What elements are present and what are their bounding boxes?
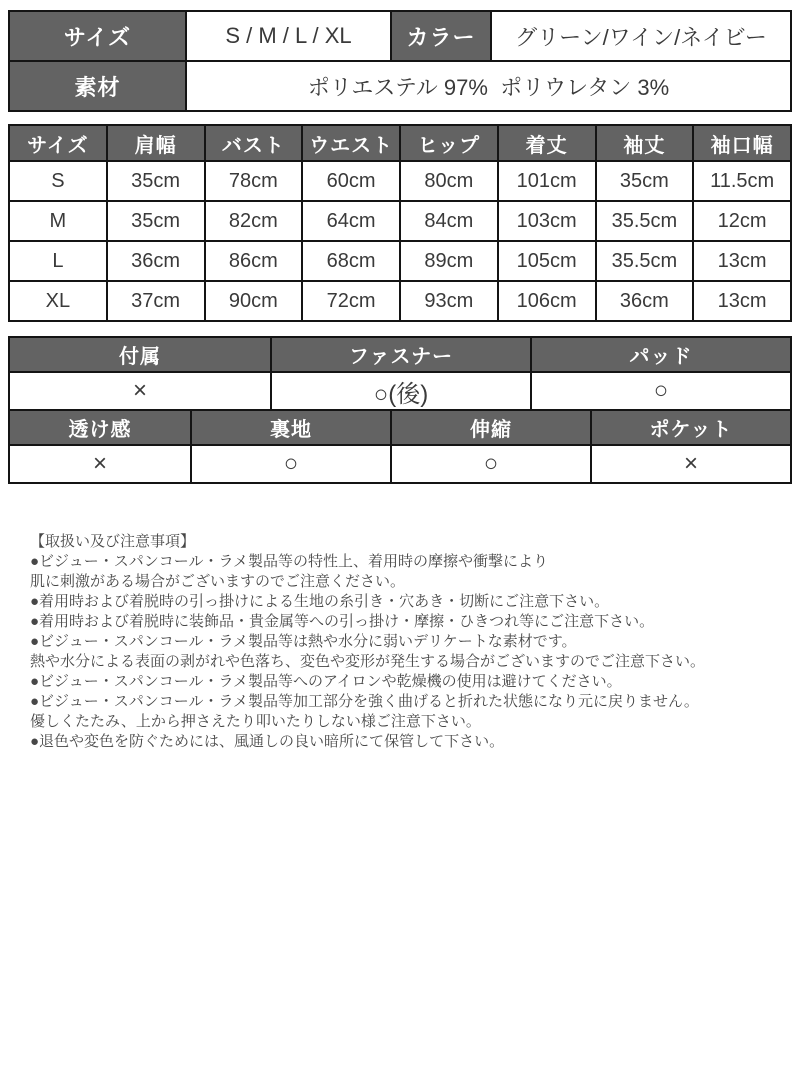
cell: 35cm	[107, 201, 205, 241]
cell: 101cm	[498, 161, 596, 201]
pad-label: パッド	[531, 337, 791, 372]
cell: 12cm	[693, 201, 791, 241]
cell: 37cm	[107, 281, 205, 321]
table-row-s	[9, 161, 791, 201]
care-notes	[8, 532, 792, 752]
cell: 84cm	[400, 201, 498, 241]
cell: 11.5cm	[693, 161, 791, 201]
cell: 90cm	[205, 281, 303, 321]
col-header-shoulder: 肩幅	[107, 125, 205, 161]
spec-table	[8, 10, 792, 112]
cell: 89cm	[400, 241, 498, 281]
care-note-line: ●ビジュー・スパンコール・ラメ製品等の特性上、着用時の摩擦や衝撃により	[30, 553, 549, 570]
care-note-line: ●着用時および着脱時の引っ掛けによる生地の糸引き・穴あき・切断にご注意下さい。	[30, 593, 610, 610]
features-table-row2	[8, 409, 792, 484]
pocket-value: ×	[591, 445, 791, 483]
cell: 64cm	[302, 201, 400, 241]
cell: 72cm	[302, 281, 400, 321]
cell: 35.5cm	[596, 201, 694, 241]
care-note-line: 熱や水分による表面の剥がれや色落ち、変色や変形が発生する場合がございますのでご注意下さい。	[30, 653, 706, 670]
care-note-line: ●ビジュー・スパンコール・ラメ製品等へのアイロンや乾燥機の使用は避けてください。	[30, 673, 622, 690]
color-label: カラー	[391, 11, 491, 61]
pad-value: ○	[531, 372, 791, 410]
lining-label: 裏地	[191, 410, 391, 445]
cell: 36cm	[596, 281, 694, 321]
care-note-line: ●着用時および着脱時に装飾品・貴金属等への引っ掛け・摩擦・ひきつれ等にご注意下さい。	[30, 613, 655, 630]
cell: 80cm	[400, 161, 498, 201]
stretch-label: 伸縮	[391, 410, 591, 445]
lining-value: ○	[191, 445, 391, 483]
cell: 82cm	[205, 201, 303, 241]
size-value: S / M / L / XL	[186, 11, 391, 61]
col-header-size: サイズ	[9, 125, 107, 161]
care-note-line: 優しくたたみ、上から押さえたり叩いたりしない様ご注意下さい。	[30, 713, 481, 730]
sheerness-value: ×	[9, 445, 191, 483]
cell: 105cm	[498, 241, 596, 281]
measurements-table	[8, 124, 792, 322]
care-note-line: ●ビジュー・スパンコール・ラメ製品等は熱や水分に弱いデリケートな素材です。	[30, 633, 577, 650]
col-header-length: 着丈	[498, 125, 596, 161]
cell: 103cm	[498, 201, 596, 241]
cell: L	[9, 241, 107, 281]
cell: 86cm	[205, 241, 303, 281]
col-header-sleeve: 袖丈	[596, 125, 694, 161]
cell: 60cm	[302, 161, 400, 201]
care-note-line: 肌に刺激がある場合がございますのでご注意ください。	[30, 573, 406, 590]
table-row-l	[9, 241, 791, 281]
sheerness-label: 透け感	[9, 410, 191, 445]
care-note-line: ●退色や変色を防ぐためには、風通しの良い暗所にて保管して下さい。	[30, 733, 505, 750]
cell: XL	[9, 281, 107, 321]
cell: 106cm	[498, 281, 596, 321]
col-header-cuff: 袖口幅	[693, 125, 791, 161]
cell: 36cm	[107, 241, 205, 281]
cell: 78cm	[205, 161, 303, 201]
table-row-xl	[9, 281, 791, 321]
fastener-value: ○(後)	[271, 372, 531, 410]
accessory-value: ×	[9, 372, 271, 410]
cell: M	[9, 201, 107, 241]
cell: 93cm	[400, 281, 498, 321]
fastener-label: ファスナー	[271, 337, 531, 372]
cell: 68cm	[302, 241, 400, 281]
material-label: 素材	[9, 61, 186, 111]
col-header-waist: ウエスト	[302, 125, 400, 161]
cell: 35cm	[107, 161, 205, 201]
table-row-m	[9, 201, 791, 241]
cell: 13cm	[693, 281, 791, 321]
cell: S	[9, 161, 107, 201]
cell: 13cm	[693, 241, 791, 281]
features-table-row1	[8, 336, 792, 411]
size-label: サイズ	[9, 11, 186, 61]
color-value: グリーン/ワイン/ネイビー	[491, 11, 791, 61]
cell: 35cm	[596, 161, 694, 201]
cell: 35.5cm	[596, 241, 694, 281]
measurements-header-row	[9, 125, 791, 161]
col-header-bust: バスト	[205, 125, 303, 161]
accessory-label: 付属	[9, 337, 271, 372]
col-header-hip: ヒップ	[400, 125, 498, 161]
care-notes-title: 【取扱い及び注意事項】	[30, 533, 196, 550]
material-value: ポリエステル 97% ポリウレタン 3%	[186, 61, 791, 111]
stretch-value: ○	[391, 445, 591, 483]
care-note-line: ●ビジュー・スパンコール・ラメ製品等加工部分を強く曲げると折れた状態になり元に戻りません。	[30, 693, 699, 710]
pocket-label: ポケット	[591, 410, 791, 445]
